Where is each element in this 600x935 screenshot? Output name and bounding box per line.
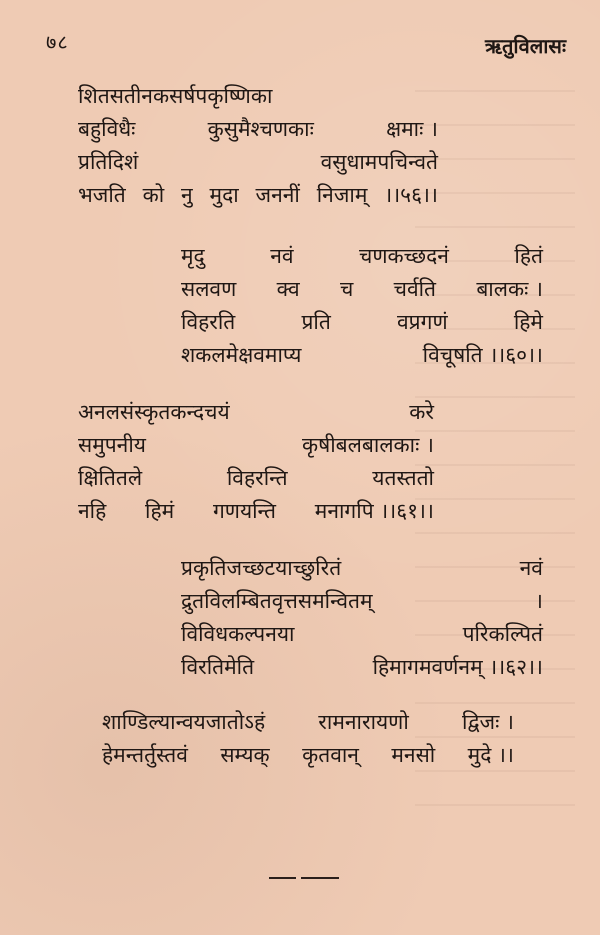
- verse-word: द्रुतविलम्बितवृत्तसमन्वितम्: [181, 589, 373, 613]
- verse-word: परिकल्पितं: [462, 622, 543, 646]
- verse-word: प्रति: [301, 310, 331, 334]
- verse-word: निजाम्: [316, 183, 368, 207]
- verse-word: कृतवान्: [302, 743, 359, 767]
- verse-word: ।: [535, 589, 543, 613]
- verse-word: हेमन्तर्तुस्तवं: [102, 743, 188, 767]
- verse-word: हितं: [514, 244, 543, 268]
- verse-word: च: [339, 277, 354, 301]
- colophon-verse: [102, 706, 514, 772]
- verse-word: क्व: [276, 277, 300, 301]
- verse-word: मृदु: [181, 244, 205, 268]
- verse-line: [181, 651, 543, 684]
- verse-word: प्रतिदिशं: [78, 150, 139, 174]
- verse-word: विविधकल्पनया: [181, 622, 295, 646]
- verse-line: [78, 179, 438, 212]
- verse-number: ।।५६।।: [384, 183, 438, 207]
- verse-word: द्विजः ।: [462, 710, 514, 734]
- verse-61: [78, 396, 434, 528]
- verse-word: क्षितितले: [78, 466, 143, 490]
- verse-word: हिमं: [145, 499, 175, 523]
- verse-word: समुपनीय: [78, 433, 146, 457]
- verse-word: विहरति: [181, 310, 236, 334]
- verse-word: सम्यक्: [220, 743, 270, 767]
- verse-word: नवं: [519, 556, 543, 580]
- page-number: ७८: [46, 30, 69, 54]
- verse-line: [102, 706, 514, 739]
- verse-58: [78, 80, 438, 212]
- page-header: [0, 0, 600, 70]
- verse-word: मनसो: [391, 743, 436, 767]
- verse-word: नहि: [78, 499, 107, 523]
- verse-word: जननीं: [255, 183, 300, 207]
- verse-word: वसुधामपचिन्वते: [320, 150, 438, 174]
- verse-line: [78, 396, 434, 429]
- verse-word: विरतिमेति: [181, 655, 255, 679]
- verse-word: शितसतीनकसर्षपकृष्णिका: [78, 84, 273, 108]
- verse-line: [181, 618, 543, 651]
- verse-line: [78, 113, 438, 146]
- verse-word: वप्रगणं: [397, 310, 448, 334]
- verse-line: [181, 339, 543, 372]
- end-rule: [269, 877, 339, 879]
- verse-word: मुदे ।।: [467, 743, 514, 767]
- verse-word: भजति: [78, 183, 126, 207]
- verse-line: [78, 462, 434, 495]
- verse-line: [181, 585, 543, 618]
- verse-word: चर्वति: [393, 277, 437, 301]
- verse-word: अनलसंस्कृतकन्दचयं: [78, 400, 230, 424]
- verse-word: चणकच्छदनं: [359, 244, 449, 268]
- verse-line: [181, 240, 543, 273]
- verse-word: नु: [181, 183, 193, 207]
- verse-line: [78, 80, 438, 113]
- verse-word: गणयन्ति: [212, 499, 277, 523]
- verse-line: [181, 552, 543, 585]
- verse-60: [181, 240, 543, 372]
- verse-line: [78, 495, 434, 528]
- verse-word: मुदा: [209, 183, 239, 207]
- verse-line: [102, 739, 514, 772]
- verse-word: यतस्ततो: [372, 466, 434, 490]
- verse-word: बहुविधैः: [78, 117, 136, 141]
- verse-word: हिमे: [513, 310, 543, 334]
- verse-word: कृषीबलबालकाः ।: [301, 433, 434, 457]
- verse-word: कुसुमैश्चणकाः: [207, 117, 314, 141]
- verse-line: [181, 306, 543, 339]
- verse-line: [78, 146, 438, 179]
- verse-62: [181, 552, 543, 684]
- verse-number: हिमागमवर्णनम् ।।६२।।: [372, 655, 543, 679]
- verse-line: [181, 273, 543, 306]
- verse-word: नवं: [270, 244, 294, 268]
- verse-number: मनागपि ।।६१।।: [314, 499, 434, 523]
- verse-word: क्षमाः ।: [386, 117, 438, 141]
- verse-word: प्रकृतिजच्छटयाच्छुरितं: [181, 556, 342, 580]
- verse-word: शाण्डिल्यान्वयजातोऽहं: [102, 710, 266, 734]
- verse-word: को: [142, 183, 165, 207]
- verse-word: करे: [409, 400, 434, 424]
- verse-word: रामनारायणो: [318, 710, 409, 734]
- verse-word: सलवण: [181, 277, 237, 301]
- verse-word: बालकः ।: [476, 277, 543, 301]
- verse-line: [78, 429, 434, 462]
- verse-word: शकलमेक्षवमाप्य: [181, 343, 302, 367]
- running-title: ऋतुविलासः: [484, 34, 566, 58]
- verse-word: विहरन्ति: [226, 466, 288, 490]
- verse-number: विचूषति ।।६०।।: [422, 343, 543, 367]
